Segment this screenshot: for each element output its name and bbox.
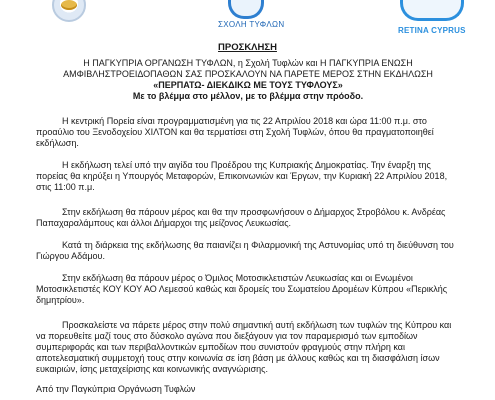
paragraph-patronage: Η εκδήλωση τελεί υπό την αιγίδα του Προέδρου της Κυπριακής Δημοκρατίας. Την έναρξη της πορείας θα κηρύξει η Υπουργός Μεταφορών, Επικοινωνιών και Έργων, την Κυριακή 22 Απριλίου 2018, στις 11:00 π.μ. [36,160,448,192]
paragraph-motorcyclists: Στην εκδήλωση θα πάρουν μέρος ο Όμιλος Μοτοσικλετιστών Λευκωσίας και οι Ενωμένοι Μοτοσικλετιστές ΚΟΥ ΚΟΥ ΑΟ Λεμεσού καθώς και δρομείς του Σωματείου Δρομέων Κύπρου «Περικλής δημητρίου». [36,273,448,305]
paragraph-invitation: Προσκαλείστε να πάρετε μέρος στην πολύ σημαντική αυτή εκδήλωση των τυφλών της Κύπρου και να πορευθείτε μαζί τους στο δύσκολο αγώνα που διεξάγουν για τον παραμερισμό των εμποδίων συμπεριφοράς και των περιβαλλοντικών εμποδίων που συνιστούν φραγμούς στην πλήρη και αποτελεσματική συμμετοχή τους στην κοινωνία σε ίση βάση με άλλους καθώς και τη διασφάλιση ίσων ευκαιριών, ίσης μεταχείρισης και κοινωνικής αναγνώρισης. [36,320,452,374]
signature: Από την Παγκύπρια Οργάνωση Τυφλών [36,384,196,394]
organization-eye-logo [52,0,86,22]
eye-icon [61,0,77,10]
paragraph-march-schedule: Η κεντρική Πορεία είναι προγραμματισμένη για τις 22 Απριλίου 2018 και ώρα 11:00 π.μ. στο προαύλιο του Ξενοδοχείου ΧΙΛΤΟΝ και θα τερματίσει στη Σχολή Τυφλών, όπου θα πραγματοποιηθεί εκδήλωση. [36,116,434,148]
paragraph-police-band: Κατά τη διάρκεια της εκδήλωσης θα παιανίζει η Φιλαρμονική της Αστυνομίας υπό τη διεύθυνση του Γιώργου Αδάμου. [36,240,454,261]
intro-line-1: Η ΠΑΓΚΥΠΡΙΑ ΟΡΓΑΝΩΣΗ ΤΥΦΛΩΝ, η Σχολή Τυφλών και Η ΠΑΓΚΥΠΡΙΑ ΕΝΩΣΗ [83,58,413,68]
intro-block [36,58,460,102]
school-for-the-blind-logo [228,0,264,19]
retina-cyprus-logo-text: RETINA CYPRUS [398,26,466,35]
school-for-the-blind-logo-text: ΣΧΟΛΗ ΤΥΦΛΩΝ [218,20,285,29]
event-name: «ΠΕΡΠΑΤΩ- ΔΙΕΚΔΙΚΩ ΜΕ ΤΟΥΣ ΤΥΦΛΟΥΣ» [153,80,343,90]
event-motto: Με το βλέμμα στο μέλλον, με το βλέμμα στην πρόοδο. [132,91,364,101]
document-title: ΠΡΟΣΚΛΗΣΗ [218,42,277,53]
intro-line-2: ΑΜΦΙΒΛΗΣΤΡΟΕΙΔΟΠΑΘΩΝ ΣΑΣ ΠΡΟΣΚΑΛΟΥΝ ΝΑ ΠΑΡΕΤΕ ΜΕΡΟΣ ΣΤΗΝ ΕΚΔΗΛΩΣΗ [63,69,433,79]
paragraph-mayors: Στην εκδήλωση θα πάρουν μέρος και θα την προσφωνήσουν ο Δήμαρχος Στροβόλου κ. Ανδρέας Παπαχαραλάμπους και άλλοι Δήμαρχοι της μείζονος Λευκωσίας. [36,207,446,228]
retina-cyprus-logo [400,0,464,21]
